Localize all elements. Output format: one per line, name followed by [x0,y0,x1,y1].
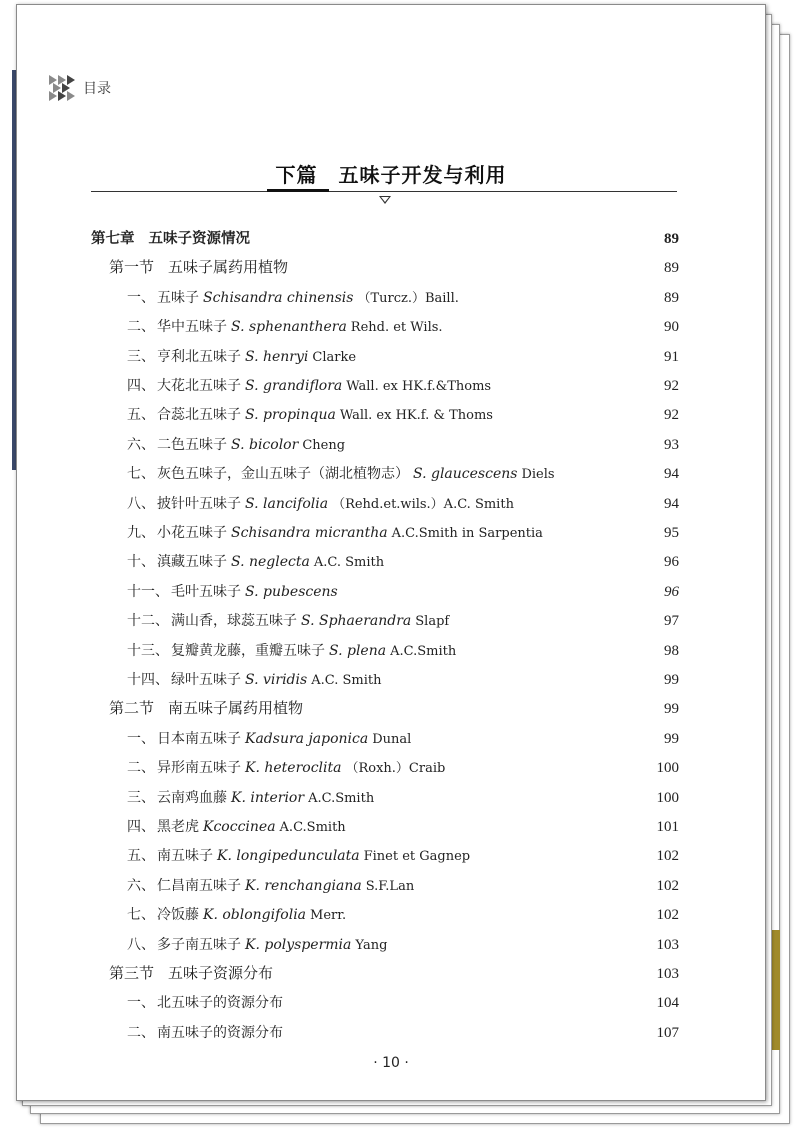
part-title: 下篇 五味子开发与利用 [275,163,507,187]
toc-entry-authority: A.C.Smith in Sarpentia [391,526,543,541]
toc-page-number: 102 [656,848,679,865]
toc-page-number: 100 [656,789,679,806]
toc-entry-number: 三、 [127,789,155,806]
toc-entry-scientific-name: Schisandra micrantha [231,525,388,541]
toc-entry-title: 五味子资源分布 [168,964,274,982]
toc-page-number: 96 [664,554,679,571]
dot-leader [344,574,647,596]
toc-item[interactable] [127,1015,679,1041]
toc-entry-authority: （Rehd.et.wils.）A.C. Smith [332,496,514,512]
toc-section[interactable] [109,250,679,277]
toc-entry-authority: A.C.Smith [308,790,375,806]
toc-page-number: 94 [664,495,679,512]
toc-entry-number: 二、 [127,319,155,336]
toc-entry-authority: A.C. Smith [313,555,385,571]
toc-item[interactable] [127,427,679,453]
dot-leader [420,868,647,890]
toc-item[interactable] [127,397,679,424]
toc-entry-title: 五味子 [157,289,199,306]
toc-entry-number: 十、 [127,554,155,571]
toc-entry-scientific-name: S. lancifolia [245,495,329,512]
dot-leader [497,368,647,390]
toc-entry-authority: Slapf [415,614,450,630]
toc-page-number: 95 [664,525,679,541]
toc-entry-number: 一、 [127,730,155,747]
toc-page-number: 99 [664,672,679,688]
toc-entry-authority: Wall. ex HK.f.&Thoms [346,379,492,394]
dot-leader [279,956,647,978]
toc-entry-title: 披针叶五味子 [157,495,241,512]
dot-leader [352,809,647,831]
toc-page-number: 92 [664,378,679,394]
toc-entry-title: 二色五味子 [157,436,227,453]
toc-item[interactable] [127,985,679,1012]
toc-entry-title: 日本南五味子 [157,730,241,747]
toc-entry-number: 八、 [127,936,155,953]
toc-entry-title: 仁昌南五味子 [157,877,241,894]
toc-page-number: 94 [664,466,679,483]
triangle-grid-icon [49,75,75,101]
toc-entry-authority: A.C.Smith [390,643,457,659]
toc-entry-number: 七、 [127,907,155,924]
dot-leader [362,339,647,361]
toc-entry-scientific-name: K. interior [231,789,305,806]
toc-page-number: 91 [664,348,679,365]
toc-entry-scientific-name: S. bicolor [231,436,299,453]
dot-leader [451,750,647,772]
toc-entry-number: 第三节 [109,964,155,982]
toc-entry-number: 四、 [127,819,155,835]
toc-chapter[interactable] [91,221,679,247]
toc-entry-title: 绿叶五味子 [171,672,241,688]
toc-entry-scientific-name: S. glaucescens [413,466,518,483]
toc-entry-authority: Clarke [312,349,357,365]
toc-item[interactable] [127,280,679,306]
toc-entry-authority: Merr. [310,908,347,924]
dot-leader [462,633,647,655]
toc-entry-scientific-name: K. renchangiana [245,877,362,894]
toc-page-number: 100 [656,760,679,777]
toc-page-number: 107 [656,1024,679,1041]
caret-down-icon [379,196,391,204]
toc-page-number: 101 [656,819,679,835]
toc-item[interactable] [127,897,679,924]
toc-entry-scientific-name: S. pubescens [245,583,338,600]
toc-entry-number: 二、 [127,1024,155,1041]
toc-item[interactable] [127,515,679,541]
toc-entry-scientific-name: S. sphenanthera [231,319,347,336]
toc-entry-scientific-name: Schisandra chinensis [203,289,354,306]
toc-entry-number: 第二节 [109,699,155,718]
toc-entry-title: 南五味子的资源分布 [157,1024,283,1041]
page-header [49,75,111,101]
toc-entry-title: 灰色五味子，金山五味子（湖北植物志） [157,466,409,483]
toc-entry-scientific-name: S. plena [329,642,387,659]
toc-entry-number: 六、 [127,436,155,453]
toc-entry-title: 多子南五味子 [157,936,241,953]
toc-page-number: 93 [664,436,679,453]
toc-item[interactable] [127,544,679,571]
toc-page-number: 97 [664,613,679,630]
dot-leader [561,456,647,478]
toc-item[interactable] [127,721,679,747]
dot-leader [309,691,647,713]
toc-item[interactable] [127,868,679,894]
toc-page [16,4,766,1101]
toc-entry-title: 南五味子 [157,848,213,865]
toc-entry-title: 云南鸡血藤 [157,789,227,806]
toc-page-number: 99 [664,730,679,747]
toc-item[interactable] [127,927,679,953]
dot-leader [549,515,647,537]
toc-entry-title: 异形南五味子 [157,760,241,777]
toc-page-number: 89 [664,231,679,247]
toc-entry-title: 小花五味子 [157,525,227,541]
toc-entry-scientific-name: S. propinqua [245,407,336,424]
toc-entry-title: 毛叶五味子 [171,583,241,600]
title-underline-accent [267,189,329,192]
toc-entry-number: 一、 [127,289,155,306]
toc-item[interactable] [127,603,679,630]
toc-section[interactable] [109,691,679,718]
toc-entry-title: 华中五味子 [157,319,227,336]
dot-leader [380,780,647,802]
toc-item[interactable] [127,780,679,806]
toc-entry-title: 五味子属药用植物 [168,258,289,277]
toc-entry-number: 四、 [127,378,155,394]
dot-leader [256,221,647,243]
toc-page-number: 104 [656,995,679,1012]
toc-item[interactable] [127,809,679,835]
toc-entry-authority: Dunal [372,731,412,747]
toc-item[interactable] [127,633,679,659]
toc-page-number: 89 [664,289,679,306]
toc-entry-number: 六、 [127,877,155,894]
dot-leader [455,603,647,625]
toc-entry-number: 第七章 [91,231,135,247]
dot-leader [520,486,647,508]
toc-entry-number: 三、 [127,348,155,365]
dot-leader [289,1015,647,1037]
toc-page-number: 89 [664,260,679,277]
toc-page-number: 102 [656,907,679,924]
toc-entry-title: 合蕊北五味子 [157,407,241,424]
toc-entry-scientific-name: S. neglecta [231,554,310,571]
toc-entry-scientific-name: K. longipedunculata [217,848,360,865]
toc-entry-number: 九、 [127,525,155,541]
toc-entry-title: 复瓣黄龙藤，重瓣五味子 [171,642,325,659]
toc-item[interactable] [127,574,679,600]
toc-entry-authority: Diels [521,467,555,483]
toc-entry-scientific-name: K. oblongifolia [203,907,307,924]
page-number: · 10 · [373,1055,409,1071]
toc-page-number: 102 [656,877,679,894]
toc-entry-number: 十四、 [127,672,169,688]
toc-entry-title: 冷饭藤 [157,907,199,924]
toc-entry-scientific-name: S. henryi [245,348,309,365]
toc-entry-number: 第一节 [109,258,155,277]
toc-entry-title: 五味子资源情况 [148,231,250,247]
toc-entry-authority: A.C.Smith [279,820,346,835]
toc-entry-scientific-name: Kcoccinea [203,819,276,835]
toc-item[interactable] [127,486,679,512]
header-label: 目录 [83,81,111,97]
dot-leader [294,250,647,272]
dot-leader [390,544,647,566]
toc-entry-number: 十三、 [127,642,169,659]
toc-entry-authority: （Roxh.）Craib [345,761,446,777]
toc-page-number: 96 [664,583,679,600]
toc-item[interactable] [127,339,679,365]
dot-leader [465,280,647,302]
toc-entry-title: 满山香，球蕊五味子 [171,613,297,630]
toc-page-number: 103 [656,966,679,982]
toc-entry-title: 大花北五味子 [157,378,241,394]
toc-entry-number: 十一、 [127,583,169,600]
toc-page-number: 92 [664,407,679,424]
toc-entry-number: 五、 [127,848,155,865]
dot-leader [289,985,647,1007]
toc-item[interactable] [127,750,679,777]
toc-entry-title: 北五味子的资源分布 [157,995,283,1012]
toc-entry-scientific-name: S. grandiflora [245,378,343,394]
dot-leader [476,838,647,860]
toc-entry-authority: Cheng [302,437,346,453]
toc-entry-authority: S.F.Lan [365,878,415,894]
toc-page-number: 98 [664,642,679,659]
toc-page-number: 99 [664,701,679,718]
toc-entry-scientific-name: S. Sphaerandra [301,613,412,630]
toc-page-number: 103 [656,936,679,953]
toc-item[interactable] [127,456,679,483]
toc-item[interactable] [127,309,679,336]
toc-entry-number: 一、 [127,995,155,1012]
toc-entry-authority: Rehd. et Wils. [350,320,443,336]
toc-entry-title: 亨利北五味子 [157,348,241,365]
dot-leader [449,309,647,331]
toc-section[interactable] [109,956,679,982]
toc-entry-number: 二、 [127,760,155,777]
toc-item[interactable] [127,368,679,394]
toc-entry-authority: A.C. Smith [311,673,382,688]
toc-entry-title: 南五味子属药用植物 [168,699,304,718]
toc-entry-authority: Finet et Gagnep [363,849,471,865]
dot-leader [417,721,647,743]
toc-item[interactable] [127,838,679,865]
title-rule [91,191,677,192]
toc-entry-number: 十二、 [127,613,169,630]
toc-entry-scientific-name: S. viridis [245,672,308,688]
toc-entry-scientific-name: Kadsura japonica [245,730,369,747]
book-edge-gold [771,930,780,1050]
toc-entry-title: 黑老虎 [157,819,199,835]
toc-item[interactable] [127,662,679,688]
dot-leader [387,662,647,684]
toc-entry-number: 五、 [127,407,155,424]
toc-entry-scientific-name: K. polyspermia [245,936,352,953]
toc-entry-number: 七、 [127,466,155,483]
dot-leader [351,427,647,449]
toc-entry-authority: Yang [355,937,388,953]
dot-leader [499,397,647,419]
toc-entry-number: 八、 [127,495,155,512]
dot-leader [352,897,647,919]
toc-entry-authority: Wall. ex HK.f. & Thoms [339,408,493,424]
toc-entry-title: 滇藏五味子 [157,554,227,571]
toc-entry-scientific-name: K. heteroclita [245,760,342,777]
dot-leader [393,927,647,949]
toc-entry-authority: （Turcz.）Baill. [357,290,459,306]
toc-page-number: 90 [664,319,679,336]
